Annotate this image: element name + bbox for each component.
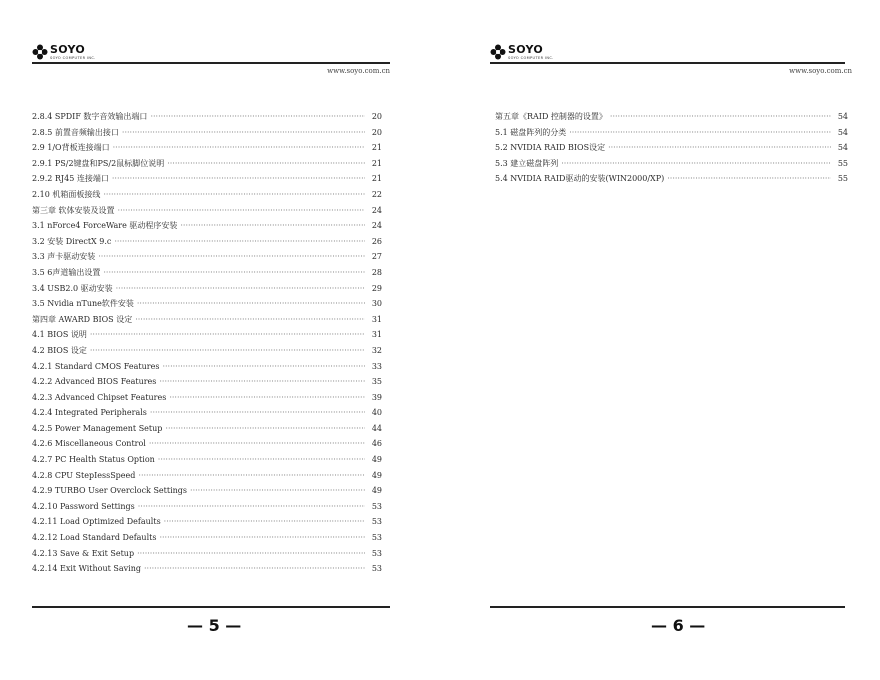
dot-leader [103,187,365,203]
header-rule [490,62,845,64]
toc-entry-page: 54 [837,143,848,153]
toc-entry-page: 53 [371,501,382,511]
page-number: — 5 — [187,616,242,635]
toc-entry-page: 21 [371,158,382,168]
dot-leader [190,483,365,499]
toc-entry-title: 4.2.5 Power Management Setup [32,423,163,433]
footer-rule [490,606,845,608]
toc-entry[interactable] [32,140,382,156]
toc-entry-title: 4.2.2 Advanced BIOS Features [32,377,157,387]
toc-entry-title: 4.2.10 Password Settings [32,501,135,511]
dot-leader [98,249,365,265]
toc-entry-page: 24 [371,205,382,215]
dot-leader [150,109,365,125]
toc-entry[interactable] [32,109,382,125]
dot-leader [138,499,365,515]
soyo-logo [490,44,554,60]
dot-leader [135,312,365,328]
toc-entry-title: 4.2.13 Save & Exit Setup [32,548,135,558]
toc-entry[interactable] [32,203,382,219]
dot-leader [159,530,365,546]
logo-wordmark: SOYO [508,43,544,56]
toc-entry-title: 3.2 安装 DirectX 9.c [32,236,112,246]
toc-entry-page: 33 [371,361,382,371]
toc-entry-page: 55 [837,158,848,168]
toc-entry-title: 3.5 Nvidia nTune软件安装 [32,299,134,309]
toc-entry[interactable] [32,390,382,406]
dot-leader [90,327,365,343]
dot-leader [667,171,831,187]
toc-entry-page: 49 [371,486,382,496]
right-page [440,0,880,680]
toc-entry-title: 3.4 USB2.0 驱动安装 [32,283,113,293]
toc-entry-title: 第五章《RAID 控制器的设置》 [495,112,607,121]
toc-entry[interactable] [32,499,382,515]
toc-entry[interactable] [32,125,382,141]
dot-leader [112,171,365,187]
dot-leader [165,421,365,437]
soyo-logo-mark-icon [32,44,48,60]
logo-subtitle: SOYO COMPUTER INC. [50,56,96,60]
toc-entry-page: 55 [837,174,848,184]
toc-entry-title: 4.2.8 CPU StepIessSpeed [32,470,136,480]
toc-entry[interactable] [32,374,382,390]
table-of-contents [495,109,848,187]
toc-entry-page: 54 [837,112,848,121]
toc-entry-title: 3.5 6声道输出设置 [32,267,101,277]
dot-leader [138,468,365,484]
toc-entry-page: 44 [371,423,382,433]
toc-entry-title: 5.3 建立磁盘阵列 [495,158,559,168]
toc-entry-title: 第四章 AWARD BIOS 设定 [32,314,133,324]
toc-entry[interactable] [32,265,382,281]
toc-entry[interactable] [32,436,382,452]
toc-entry-page: 53 [371,517,382,527]
toc-entry-title: 4.2.3 Advanced Chipset Features [32,392,167,402]
toc-entry[interactable] [32,468,382,484]
footer-rule [32,606,390,608]
toc-entry[interactable] [32,312,382,328]
toc-entry[interactable] [32,249,382,265]
toc-entry-page: 26 [371,236,382,246]
dot-leader [113,140,365,156]
toc-entry-title: 4.2 BIOS 设定 [32,345,87,355]
toc-entry[interactable] [32,359,382,375]
toc-entry[interactable] [32,514,382,530]
toc-entry-page: 24 [371,221,382,231]
toc-entry-page: 35 [371,377,382,387]
toc-entry[interactable] [32,156,382,172]
toc-entry[interactable] [32,530,382,546]
toc-entry-page: 53 [371,548,382,558]
soyo-logo-mark-icon [490,44,506,60]
toc-entry-title: 2.8.5 前置音频输出接口 [32,127,119,137]
dot-leader [159,374,365,390]
toc-entry-title: 5.1 磁盘阵列的分类 [495,127,567,137]
dot-leader [150,405,365,421]
dot-leader [164,514,365,530]
toc-entry-page: 29 [371,283,382,293]
toc-entry-title: 5.2 NVIDIA RAID BIOS设定 [495,143,606,153]
toc-entry[interactable] [32,171,382,187]
header-rule [32,62,390,64]
toc-entry-page: 27 [371,252,382,262]
toc-entry-page: 40 [371,408,382,418]
toc-entry[interactable] [32,187,382,203]
toc-entry-title: 2.9.2 RJ45 连接端口 [32,174,109,184]
dot-leader [180,218,365,234]
toc-entry[interactable] [32,452,382,468]
toc-entry[interactable] [32,483,382,499]
toc-entry-title: 4.2.12 Load Standard Defaults [32,533,157,543]
soyo-logo [32,44,96,60]
dot-leader [103,265,365,281]
toc-entry-page: 54 [837,127,848,137]
toc-entry-page: 22 [371,189,382,199]
dot-leader [169,390,365,406]
website-url: www.soyo.com.cn [789,67,852,75]
toc-entry-title: 2.9.1 PS/2键盘和PS/2鼠标脚位说明 [32,158,165,168]
dot-leader [90,343,365,359]
dot-leader [561,156,831,172]
dot-leader [137,546,365,562]
toc-entry-page: 49 [371,455,382,465]
dot-leader [569,125,831,141]
toc-entry-title: 4.2.6 Miscellaneous Control [32,439,146,449]
toc-entry-title: 2.8.4 SPDIF 数字音效输出端口 [32,112,148,121]
toc-entry[interactable] [495,140,848,156]
toc-entry-page: 32 [371,345,382,355]
dot-leader [149,436,365,452]
toc-entry-page: 20 [371,127,382,137]
toc-entry-page: 31 [371,330,382,340]
page-number: — 6 — [651,616,706,635]
toc-entry-page: 39 [371,392,382,402]
toc-entry-page: 31 [371,314,382,324]
dot-leader [608,140,831,156]
toc-entry-title: 4.2.9 TURBO User Overclock Settings [32,486,188,496]
dot-leader [114,234,365,250]
logo-wordmark: SOYO [50,43,86,56]
toc-entry[interactable] [32,296,382,312]
toc-entry-page: 53 [371,564,382,574]
toc-entry-title: 4.1 BIOS 说明 [32,330,87,340]
toc-entry-page: 49 [371,470,382,480]
toc-entry[interactable] [32,234,382,250]
toc-entry[interactable] [32,405,382,421]
toc-entry[interactable] [32,218,382,234]
toc-entry[interactable] [495,125,848,141]
table-of-contents [32,109,382,577]
toc-entry[interactable] [495,109,848,125]
toc-entry[interactable] [32,327,382,343]
toc-entry[interactable] [32,343,382,359]
dot-leader [144,561,365,577]
toc-entry-title: 5.4 NVIDIA RAID驱动的安装(WIN2000/XP) [495,174,665,184]
dot-leader [162,359,365,375]
toc-entry-title: 第三章 软体安装及设置 [32,205,115,215]
toc-entry[interactable] [495,171,848,187]
toc-entry[interactable] [32,421,382,437]
toc-entry-title: 2.9 1/O背板连接端口 [32,143,110,153]
dot-leader [158,452,365,468]
toc-entry-title: 4.2.14 Exit Without Saving [32,564,141,574]
toc-entry-page: 21 [371,174,382,184]
toc-entry[interactable] [495,156,848,172]
toc-entry-title: 4.2.4 Integrated Peripherals [32,408,147,418]
toc-entry-title: 2.10 机箱面板接线 [32,189,101,199]
toc-entry-title: 4.2.1 Standard CMOS Features [32,361,160,371]
toc-entry-page: 46 [371,439,382,449]
dot-leader [118,203,365,219]
dot-leader [137,296,365,312]
dot-leader [122,125,365,141]
toc-entry-title: 4.2.11 Load Optimized Defaults [32,517,161,527]
toc-entry-page: 53 [371,533,382,543]
toc-entry-title: 3.1 nForce4 ForceWare 驱动程序安装 [32,221,178,231]
toc-entry-page: 21 [371,143,382,153]
dot-leader [116,281,365,297]
toc-entry-title: 3.3 声卡驱动安装 [32,252,96,262]
toc-entry-page: 28 [371,267,382,277]
toc-entry-title: 4.2.7 PC Health Status Option [32,455,155,465]
dot-leader [610,109,831,125]
toc-entry[interactable] [32,546,382,562]
toc-entry[interactable] [32,561,382,577]
website-url: www.soyo.com.cn [327,67,390,75]
toc-entry-page: 20 [371,112,382,121]
dot-leader [167,156,365,172]
logo-subtitle: SOYO COMPUTER INC. [508,56,554,60]
toc-entry-page: 30 [371,299,382,309]
toc-entry[interactable] [32,281,382,297]
